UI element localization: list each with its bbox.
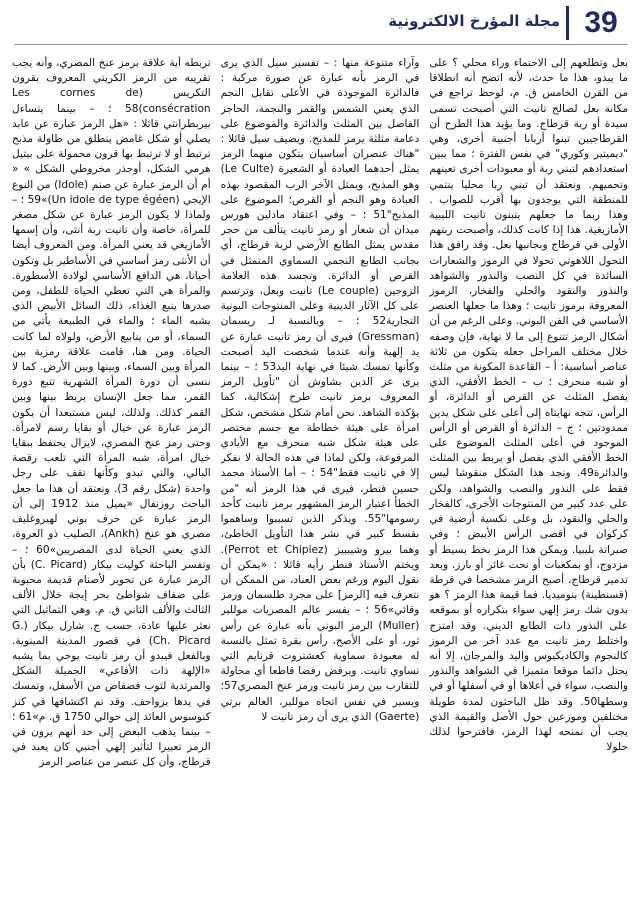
header-rule	[14, 44, 628, 45]
column-paragraph: تربطه أية علاقة برمز عنخ المصري، وأنه يجب تقريبه من الرمز الكريتي المعروف بقرون التكريس (Les cornes de consécration)58 ؛ – بينما يتساءل بيربطرانتي قائلا : «هل الرمز عبارة عن عابد يصلي أو شكل غامض ينطلق من طاولة مذبح ترتبط أو لا ترتبط بها قرون محمولة على بيتيل هرمي الشكل، أوجذر مخروطي الشكل » « أم أن الرمز عبارة عن صنم (Idole) من النوع الإيجي (Un idole de type égéen)»59 ؛ – ولماذا لا يكون الرمز عبارة عن شكل مصغر للمرأة، خاصة وأن تانيت ربة أنثى، وأن إسمها الأمازيغي قد يعني المرأة. ومن المعروف أيضا أن الأنثى رمز أساسي في الأساطير بل وتكون أحيانا، هي الدافع الأساسي لولادة الأسطورة. والمرأة هي التي تعطي الحياة للطفل، ومن صدرها ينبع الغذاء، ذلك السائل الأبيض الذي يشبه الماء ؛ والماء في الطبيعة يأتي من السماء، أو من ينابيع الأرض، ولولاه لما كانت الحياة. ومن هنا، قامت علاقة رمزية بين المرأة وبين السماء، وبينها وبين الأرض. كما لا ننسى أن دورة المرأة الشهرية تتبع دورة القمر، مما جعل الإنسان يربط بينها وبين القمر كذلك. ولذلك، ليس مستبعدا أن يكون الرمز عبارة عن خيال أو بقايا رسم لامرأة. وحتى رمز عنخ المصري، لايزال يحتفظ ببقايا خيال امرأة، شبه المرأة التي تلعب رقصة البالي، والتي تبدو وكأنها تقف على رجل واحدة (شكل رقم 3). ونعتقد أن هذا ما جعل الباحث روزنفال «يميل منذ 1912 إلى أن الرمز عبارة عن حرف بوني لهيروغليف مصري هو عنخ (Ankh)، الصليب ذو العروة، الذي يعني الحياة لدى المصريين»60 ؛ – وتفسر الباحثة كوليت بيكار (C. Picard) بأن الرمز عبارة عن تحوير لأصنام قديمة محبوبة على ضفاف شواطئ بحر إيجة خلال الألف الثالث والألف الثاني ق. م. وهي التماثيل التي نعثر عليها عادة، حسب ج. شارل بيكار (G. Ch. Picard) في قصور المدينة المينوية. وبالفعل فيبدو أن رمز تانيت يوحي بما يشبه «الإلهة ذات الأفاعي» الجميلة الشكل والمرتدية لثوب فضفاض من الأسفل، وتمسك في يدها بزواحف. وقد تم اكتشافها في كنز كنوسوس العائد إلى حوالي 1750 ق. م»61 ؛ – بينما يذهب البعض إلى حد أنهم يرون في الرمز تعبيرا لتأثير إلهي أجنبي كان يعبد في قرطاج، وأن كل عنصر من عناصر الرمز	[11, 57, 211, 769]
header-separator	[566, 6, 569, 40]
text-column-left	[12, 56, 211, 888]
text-columns	[12, 56, 628, 888]
column-paragraph: بعل وتطلعهم إلى الاحتماء وراء محلي ؟ على ما يبدو، هذا ما حدث، لأنه اتضح أنه انطلاقا من القرن الخامس ق. م، لوحظ تراجع في مكانة بعل لصالح تانيت التي أصبحت تسمى سيدة أو ربة قرطاج. وما يؤيد هذا الطرح أن القرطاجيين تبنوا أربابا أجنبية أخرى، وهي "ديميتير وكوري" في نفس الفترة ؛ مما يبين استعدادهم لتبني ربة أو معبودات أخرى تعينهم وتحميهم. ونعتقد أن تبني ربا محليا ينتمي للمنطقة التي يوجدون بها أقرب للصواب . وهذا ربما ما جعلهم يتبنون تانيت الليبية الأمازيغية. هذا إذا كانت كذلك، وأصبحت ربتهم الأولى في قرطاج وبجانبها بعل. وقد رافق هذا التحول اللاهوتي تحولا في الرموز والشعارات السائدة في كل النصب والنذور والشواهد والنذور والنقود والحلي والفخار، الرموز المعروفة برموز تانيت ؛ وهذا ما جعلها العنصر الأساسي في الفن البوني. وعلى الرغم من أن أشكال الرمز تتنوع إلى ما لا نهاية، فإن وصفه خلال مختلف المراحل جعله يتكون من ثلاثة عناصر أساسية: أ – القاعدة المكونة من مثلث أو شبه منحرف ؛ ب – الخط الأفقي، الذي يفصل المثلث عن القرص أو الدائرة، أو الرأس، تتجه نهايتاه إلى أعلى على شكل يدين ممدودتين ؛ ج – الدائرة أو القرص أو الرأس الموجود في أعلى المثلث الموضوع على الخط الأفقي الذي يفصل أو يربط بين المثلث والدائرة49. ونجد هذا الشكل منقوشا ليس فقط على النذور والنصب والشواهد، ولكن على عدد كبير من المنتوجات الأخرى، كالفخار والحلي والنقود، بل وعلى تكسية أرضية في كركوان في أقصى الرأس الأبيض ؛ وفي صبراتة بليبيا. ويمكن هذا الرمز بخط بسيط أو مزدوج، أو بمكعبات أو نحت غائر أو بارز. وبعد تدمير قرطاج، أصبح الرمز مشخصا في قرطة (قسنطينة) بنوميديا. فما قيمة هذا الرمز ؟ هو بدون شك رمز إلهي سواء بتكراره أو بموقعه على النذور ذات الطابع الديني. وقد امتزج واختلط رمز تانيت مع عدد آخر من الرموز كالنجوم والكاديكيوس واليد والمرجان، إلا أنه يحتل دائما موقعا متميزا في الشواهد والنذور والنصب، سواء في أعلاها أو في أسفلها أو في وسطها50. وقد ظل الباحثون لمدة طويلة مختلفين وموزعين حول الأصل والقيمة الذي يجب أن نمنحه لهذا الرمز، فافترحوا لذلك حلولا	[429, 57, 628, 754]
column-paragraph: وآراء متنوعة منها : – تفسير سيل الذي يرى في الرمز بأنه عبارة عن صورة مركبة : فالدائرة الموجودة في الأعلى تقابل النجم الذي يعني الشمس والقمر والنجمة، الحاجز الفاصل بين المثلث والدائرة والموضوع على دعامة مثلثة يرمز للمذبح. ويضيف سيل قائلا : "هناك عنصران أساسيان يتكون منهما الرمز يمثل أحدهما العبادة أو الشعيرة (Le Culte) وهو المذبح، ويمثل الآخر الرب المقصود بهذه العبادة وهو النجم أو القرص؛ الموضوع على المذبح"51 ؛ – وفي اعتقاد مادلين هورس ميدان أن شعار أو رمز تانيت يتألف من حجر مقدس يمثل الطابع الأرضي لربة قرطاج، أي بجانب الطابع النجمي السماوي المتمثل في القرص أو الدائرة. وتجسد هذه العلامة الزوجين (Le couple) تانيت وبعل، وترتسم على كل الآثار الدينية وعلى المنتوجات البونية التجارية52 ؛ – وبالنسبة لـ ريسمان (Gressman) فيرى أن رمز تانيت عبارة عن يد إلهية وأنه عندما شخصت اليد أصبحت وكأنها تمسك شيئا في نهاية اليد53 ؛ – بينما يرى عز الدين بشاوش أن "تأويل الرمز المعروف برمز تانيت طرح إشكالية، كما يؤكده الشاهد. نحن أمام شكل مشخص، شكل امرأة على هيئة خطاطة مع جسم مختصر على هيئة شكل شبه منحرف مع الأيادي المرفوعة، ولكن لماذا في هذه الحالة لا نفكر إلا في تانيت فقط"54 ؛ – أما الأستاذ محمد حسين فنطر، فيرى في هذا الرمز أنه "من الخطأ اعتبار الرمز المشهور برمز تانيت كأحد رسومها"55. ويذكر الذين تسببوا وساهموا بقسط كبير في نشر هذا التأويل الخاطئ، وهما بيرو وشيبييز (Perrot et Chipiez). ويختم الأستاذ فنطر رأيه قائلا : «يمكن أن نقول اليوم ورغم بعض العناد، من الممكن أن نتعرف فيه [الرمز] على مجرد طلسمان ورمز وقائي»56 ؛ – يفسر عالم المصريات موللير (Muller) الرمز البوني بأنه عبارة عن رأس ثور، أو على الأصح، رأس بقرة تمثل بالنسبة له معبودة سماوية كعشتروت قرنايم التي تساوي تانيت. ويرفض رفضا قاطعا أي محاولة للتقارب بين رمز تانيت ورمز عنخ المصري57؛ ويسير في نفس اتجاه موللير، العالم برتي (Gaerte) الذي يرى أن رمز تانيت لا	[220, 57, 420, 723]
text-column-middle	[221, 56, 420, 888]
text-column-right	[429, 56, 628, 888]
page-number: 39	[584, 6, 618, 39]
journal-title: مجلة المؤرخ الالكترونية	[388, 12, 560, 30]
page-header	[0, 0, 638, 48]
